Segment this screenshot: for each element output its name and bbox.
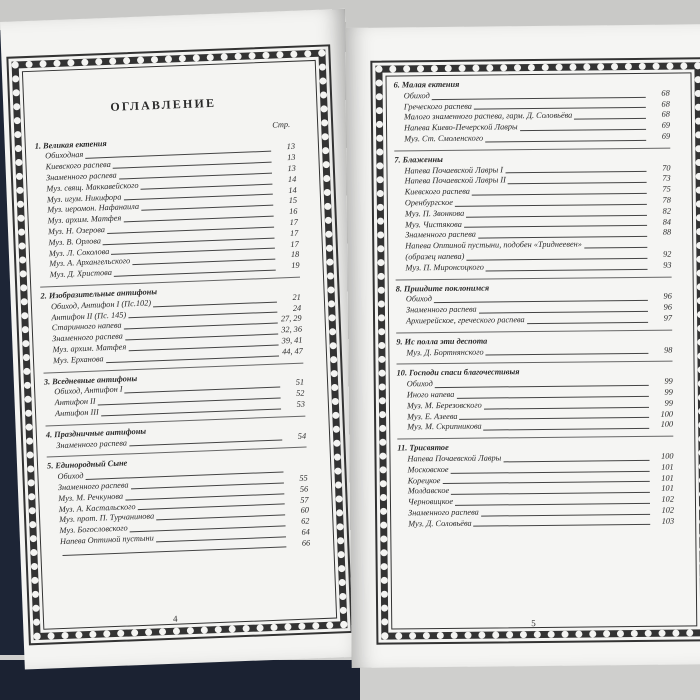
entry-title: Муз. Д. Соловьёва [408, 518, 472, 529]
entry-page: 99 [664, 376, 673, 386]
entry-title: Знаменного распева [52, 331, 124, 344]
entry-title: Знаменного распева [45, 170, 117, 183]
leader-line [129, 440, 282, 447]
entry-title: Киевского распева [404, 186, 470, 197]
entry-title: Знаменного распева [405, 230, 476, 240]
entry-title: Антифон II [54, 396, 96, 408]
page-number-left: 4 [172, 613, 178, 624]
entry-page: 54 [297, 431, 307, 441]
entry-title: Напева Киево-Печерской Лавры [404, 122, 518, 133]
section-heading: 7. Блаженны [394, 154, 443, 165]
entry-page: 60 [300, 505, 310, 516]
entry-page: 69 [661, 131, 671, 141]
entry-title: Муз. Ерханова [52, 354, 104, 365]
leader-line [101, 408, 281, 416]
entry-title: Малого знаменного распева, гарм. Д. Соловьёва [403, 111, 573, 122]
entry-title: Молдавское [407, 486, 450, 496]
entry-title: Муз. Ст. Смоленского [404, 133, 484, 144]
section-heading: 4. Праздничные антифоны [45, 426, 147, 440]
entry-page: 15 [288, 196, 298, 206]
toc-entry [394, 132, 670, 146]
section-heading: 10. Господи спаси благочестивыя [396, 367, 520, 378]
entry-page: 13 [286, 142, 296, 152]
entry-page: 44, 47 [281, 346, 304, 357]
entry-page: 16 [289, 206, 298, 217]
entry-title: Греческого распева [403, 101, 472, 111]
leader-line [106, 355, 279, 363]
entry-title: Муз. П. Звонкова [404, 208, 465, 219]
entry-page: 57 [300, 495, 309, 505]
entry-page: 100 [660, 409, 674, 419]
entry-title: Муз. Е. Азеева [407, 411, 458, 421]
entry-page: 24 [292, 303, 302, 313]
entry-page: 97 [663, 313, 673, 323]
entry-title: Муз. Д. Бортнянского [406, 347, 484, 357]
entry-title: Знаменного распева [408, 507, 479, 518]
section-divider [397, 361, 673, 365]
entry-page: 102 [661, 494, 674, 504]
entry-title: Муз. П. Миронсоцкого [405, 262, 484, 273]
entry-page: 32, 36 [281, 324, 303, 335]
entry-page: 13 [286, 152, 296, 163]
entry-page: 82 [662, 206, 671, 216]
entry-page: 64 [301, 527, 310, 537]
entry-title: Черновицкое [407, 496, 454, 507]
entry-title: Обиход [406, 379, 433, 389]
entry-page: 18 [290, 250, 300, 260]
section-heading: 9. Ис полла эти деспота [396, 336, 488, 347]
entry-page: 102 [661, 505, 675, 515]
entry-title: Напева Оптиной пустыни [59, 533, 154, 546]
leader-line [474, 524, 651, 527]
entry-title: Старинного напева [51, 320, 122, 333]
right-page [345, 24, 700, 668]
entry-page: 17 [289, 228, 299, 238]
entry-title: (образец напева) [405, 251, 465, 262]
entry-page: 52 [296, 388, 305, 399]
section-heading: 1. Великая ектения [34, 138, 107, 151]
leader-line [520, 129, 646, 131]
entry-page: 69 [661, 120, 671, 130]
entry-page: 14 [287, 174, 297, 184]
entry-title: Знаменного распева [57, 480, 129, 493]
entry-page: 78 [662, 195, 671, 205]
entry-title: Обиход, Антифон I (Пс.102) [50, 298, 152, 312]
leader-line [508, 182, 647, 184]
entry-page: 68 [661, 99, 670, 109]
toc-entry [396, 345, 672, 359]
entry-title: Московское [407, 464, 449, 475]
entry-page: 101 [661, 462, 674, 472]
section-divider [397, 436, 673, 440]
entry-page: 101 [661, 483, 674, 494]
section-divider [396, 276, 672, 280]
leader-line [484, 428, 650, 431]
entry-title: Муз. иеромон. Нафанаила [47, 202, 140, 215]
entry-title: Муз. Д. Христова [49, 268, 113, 280]
entry-title: Муз. А. Архангельского [49, 256, 131, 269]
entry-title: Обиход [57, 471, 84, 482]
leader-line [503, 460, 649, 463]
entry-page: 68 [661, 88, 670, 98]
page-number-right: 5 [531, 618, 536, 629]
entry-page: 13 [287, 163, 297, 174]
entry-page: 98 [664, 345, 673, 355]
entry-page: 73 [662, 173, 671, 184]
entry-title: Антифон III [54, 407, 99, 419]
entry-page: 96 [663, 302, 672, 312]
entry-page: 84 [662, 217, 672, 227]
entry-title: Оренбургское [404, 197, 453, 208]
toc-right [394, 77, 675, 530]
left-page [0, 9, 370, 670]
entry-title: Обиход, Антифон I [54, 384, 123, 397]
entry-title: Напева Почаевской Лавры [407, 453, 502, 464]
entry-title: Обиходная [45, 150, 84, 161]
section-divider [394, 147, 670, 151]
entry-page: 17 [289, 217, 299, 227]
entry-page: 14 [288, 185, 297, 195]
entry-page: 51 [295, 377, 305, 388]
leader-line [505, 171, 646, 173]
page-column-header: Стр. [272, 119, 291, 130]
entry-page: 92 [663, 249, 672, 259]
toc-entry [397, 420, 673, 434]
entry-page: 66 [301, 538, 311, 548]
leader-line [574, 118, 646, 120]
entry-page: 68 [661, 109, 670, 120]
entry-page: 75 [662, 184, 671, 194]
leader-line [486, 268, 648, 271]
section-heading: 2. Изобразительные антифоны [40, 287, 158, 301]
entry-page: 70 [662, 163, 671, 173]
entry-page: 93 [663, 260, 672, 270]
entry-title: Антифон II (Пс. 145) [51, 309, 127, 322]
entry-page: 55 [299, 473, 308, 483]
leader-line [584, 247, 647, 249]
entry-title: Муз. Богословского [59, 523, 128, 536]
section-heading: 5. Единородный Сыне [46, 458, 128, 471]
entry-page: 101 [661, 473, 674, 483]
entry-title: Муз. игум. Никифора [46, 192, 122, 204]
entry-page: 100 [661, 451, 674, 461]
toc-sections-left [35, 131, 311, 559]
entry-title: Напева Оптиной пустыни, подобен «Триднеевен» [405, 239, 582, 251]
leader-line [485, 140, 646, 143]
leader-line [527, 322, 648, 324]
leader-line [486, 353, 649, 356]
entry-title: Обиход [403, 90, 430, 101]
entry-title: Муз. прот. П. Турчанинова [58, 511, 155, 525]
entry-title: Обиход [405, 294, 432, 304]
entry-title: Знаменного распева [56, 437, 128, 450]
toc-entry [396, 314, 672, 328]
entry-page: 56 [299, 484, 309, 494]
entry-page: 53 [296, 399, 306, 409]
entry-page: 99 [664, 398, 673, 408]
entry-page: 99 [664, 387, 673, 397]
entry-title: Напева Почаевской Лавры II [404, 175, 506, 186]
section-divider [396, 329, 672, 333]
entry-page: 103 [661, 516, 675, 526]
entry-page: 39, 41 [281, 335, 303, 346]
page-title: ОГЛАВЛЕНИЕ [110, 95, 217, 114]
entry-page: 62 [300, 516, 310, 526]
toc-left [32, 69, 310, 559]
entry-title: Муз. Л. Соколова [48, 246, 110, 258]
entry-page: 96 [663, 291, 672, 302]
entry-title: Муз. А. Кастальского [58, 501, 136, 514]
entry-title: Муз. Чистякова [405, 219, 462, 229]
entry-title: Муз. Н. Озерова [47, 225, 106, 237]
leader-line [114, 270, 276, 277]
entry-title: Киевского распева [45, 160, 111, 172]
section-heading: 3. Вседневные антифоны [43, 373, 138, 387]
entry-title: Муз. архим. Матфея [47, 213, 122, 226]
entry-page: 100 [660, 419, 674, 430]
toc-sections-right [394, 78, 675, 530]
section-heading: 6. Малая ектения [393, 79, 460, 90]
entry-page: 17 [290, 239, 299, 249]
entry-page: 19 [291, 260, 300, 271]
entry-title: Иного напева [406, 389, 455, 400]
entry-title: Муз. В. Орлова [48, 236, 102, 248]
entry-title: Муз. архим. Матфея [52, 342, 127, 355]
section-heading: 11. Трисвятое [397, 443, 449, 453]
entry-title: Муз. М. Речкунова [58, 491, 124, 503]
entry-page: 88 [662, 227, 672, 238]
entry-title: Напева Почаевской Лавры I [404, 164, 504, 175]
toc-entry [395, 260, 671, 274]
entry-title: Архиерейское, греческого распева [406, 315, 525, 326]
entry-title: Корецкое [407, 475, 441, 485]
entry-title: Муз. свящ. Маккавейского [46, 180, 139, 194]
entry-page: 27, 29 [280, 313, 302, 324]
entry-page: 21 [292, 292, 301, 302]
entry-title: Знаменного распева [405, 304, 477, 315]
entry-title: Муз. М. Скрипникова [407, 421, 482, 432]
section-heading: 8. Приидите поклонимся [395, 283, 490, 294]
entry-title: Муз. М. Березовского [406, 400, 482, 411]
